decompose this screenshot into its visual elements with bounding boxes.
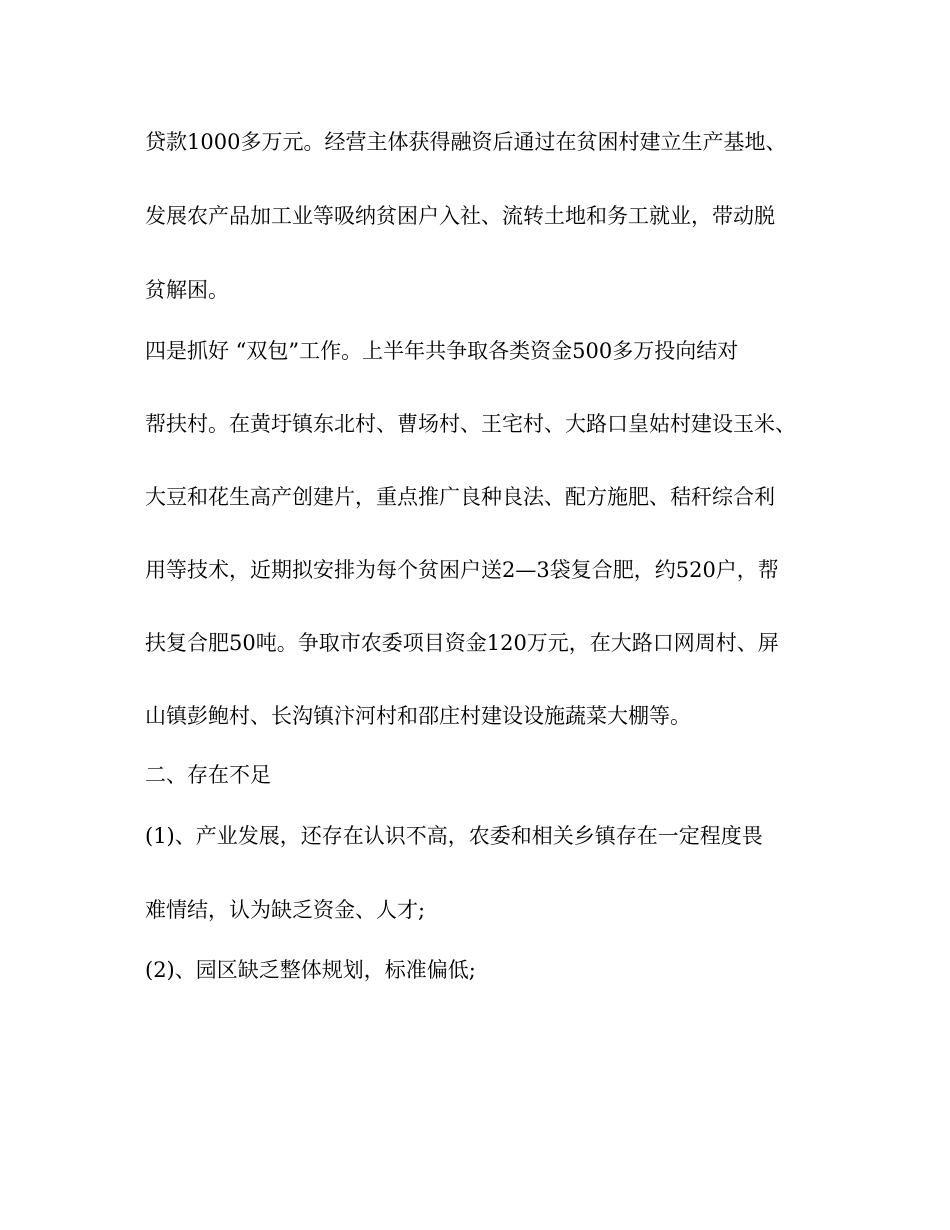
- text-line-6: 大豆和花生高产创建片，重点推广良种良法、配方施肥、秸秆综合利: [145, 485, 775, 509]
- text-line-9: 山镇彭鲍村、长沟镇汴河村和邵庄村建设设施蔬菜大棚等。: [145, 704, 691, 728]
- section-heading: 二、存在不足: [145, 763, 271, 787]
- text-line-3: 贫解困。: [145, 278, 229, 302]
- text-line-13: (2)、园区缺乏整体规划，标准偏低;: [145, 958, 476, 982]
- text-line-11: (1)、产业发展，还存在认识不高，农委和相关乡镇存在一定程度畏: [145, 824, 763, 848]
- text-line-2: 发展农产品加工业等吸纳贫困户入社、流转土地和务工就业，带动脱: [145, 204, 775, 228]
- text-line-8: 扶复合肥50吨。争取市农委项目资金120万元，在大路口网周村、屏: [145, 631, 779, 655]
- text-line-5: 帮扶村。在黄圩镇东北村、曹场村、王宅村、大路口皇姑村建设玉米、: [145, 412, 796, 436]
- text-line-4: 四是抓好 “双包”工作。上半年共争取各类资金500多万投向结对: [145, 339, 739, 363]
- text-line-12: 难情结，认为缺乏资金、人才;: [145, 898, 426, 922]
- text-line-1: 贷款1000多万元。经营主体获得融资后通过在贫困村建立生产基地、: [145, 130, 787, 154]
- text-line-7: 用等技术，近期拟安排为每个贫困户送2—3袋复合肥，约520户，帮: [145, 558, 779, 582]
